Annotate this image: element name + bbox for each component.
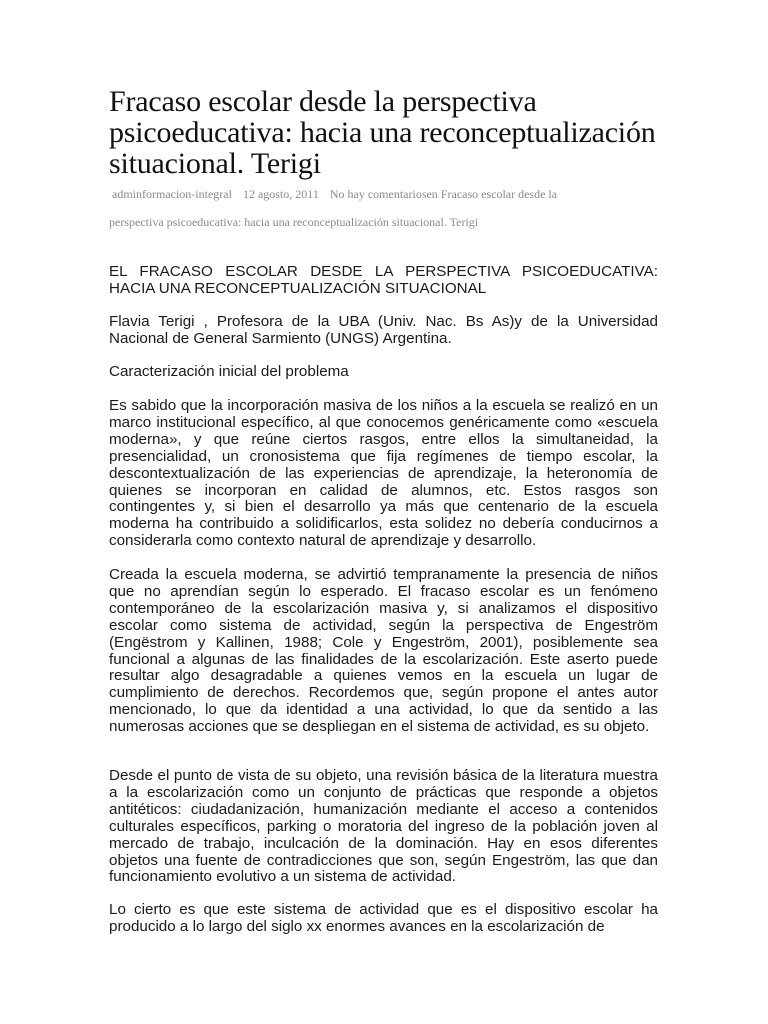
post-comments-link[interactable]: No hay comentariosen Fracaso escolar desde la <box>329 187 558 201</box>
document-title: Fracaso escolar desde la perspectiva psicoeducativa: hacia una reconceptualización situacional. Terigi <box>109 85 656 180</box>
post-date[interactable]: 12 agosto, 2011 <box>242 187 319 201</box>
paragraph: Desde el punto de vista de su objeto, una revisión básica de la literatura muestra a la escolarización como un conjunto de prácticas que responde a objetos antitéticos: ciudadanización, humanización mediante el acceso a contenidos culturales específicos, parking o moratoria del ingreso de la población joven al mercado de trabajo, inculcación de la dominación. Hay en esos diferentes objetos una fuente de contradicciones que son, según Engeström, las que dan funcionamiento evolutivo a un sistema de actividad. <box>109 767 658 886</box>
post-meta <box>109 187 669 202</box>
post-meta-continuation: perspectiva psicoeducativa: hacia una reconceptualización situacional. Terigi <box>109 215 479 229</box>
author-affiliation: Flavia Terigi , Profesora de la UBA (Univ. Nac. Bs As)y de la Universidad Nacional de General Sarmiento (UNGS) Argentina. <box>109 313 658 347</box>
section-title: Caracterización inicial del problema <box>109 363 349 380</box>
article-heading: EL FRACASO ESCOLAR DESDE LA PERSPECTIVA PSICOEDUCATIVA: HACIA UNA RECONCEPTUALIZACIÓN SITUACIONAL <box>109 263 658 297</box>
paragraph: Es sabido que la incorporación masiva de los niños a la escuela se realizó en un marco institucional específico, al que conocemos genéricamente como «escuela moderna», y que reúne ciertos rasgos, entre ellos la simultaneidad, la presencialidad, un cronosistema que fija regímenes de tiempo escolar, la descontextualización de las experiencias de aprendizaje, la heteronomía de quienes se incorporan en calidad de alumnos, etc. Estos rasgos son contingentes y, si bien el desarrollo ya más que centenario de la escuela moderna ha contribuido a solidificarlos, esta solidez no debería conducirnos a considerarla como contexto natural de aprendizaje y desarrollo. <box>109 397 658 550</box>
paragraph: Lo cierto es que este sistema de actividad que es el dispositivo escolar ha producido a lo largo del siglo xx enormes avances en la escolarización de <box>109 901 658 935</box>
post-author[interactable]: adminformacion-integral <box>112 187 232 201</box>
paragraph: Creada la escuela moderna, se advirtió tempranamente la presencia de niños que no aprendían según lo esperado. El fracaso escolar es un fenómeno contemporáneo de la escolarización masiva y, si analizamos el dispositivo escolar como sistema de actividad, según la perspectiva de Engeström (Engëstrom y Kallinen, 1988; Cole y Engeström, 2001), posiblemente sea funcional a algunas de las finalidades de la escolarización. Este aserto puede resultar algo desagradable a quienes vemos en la escuela un lugar de cumplimiento de derechos. Recordemos que, según propone el antes autor mencionado, lo que da identidad a una actividad, lo que da sentido a las numerosas acciones que se despliegan en el sistema de actividad, es su objeto. <box>109 566 658 736</box>
